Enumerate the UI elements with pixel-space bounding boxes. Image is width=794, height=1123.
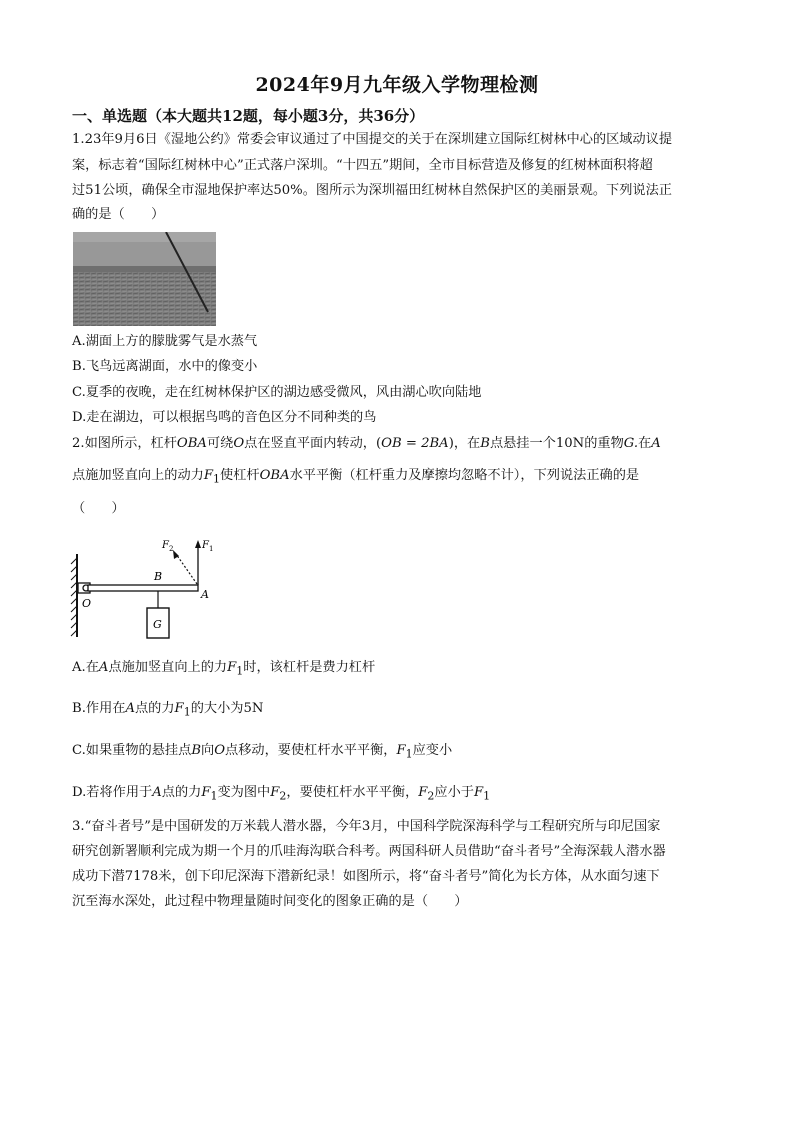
q2-option-b: B.作用在A点的力$F_1$的大小为5N: [72, 701, 264, 719]
q3-line-1: 3.“奋斗者号”是中国研发的万米载人潜水器，今年3月，中国科学院深海科学与工程研究所与印尼国家: [72, 819, 661, 834]
q1-option-d: D.走在湖边，可以根据鸟鸣的音色区分不同种类的鸟: [72, 410, 377, 425]
mangrove-photo: [73, 232, 216, 326]
label-f2-sub: 2: [169, 545, 174, 553]
q1-line-3: 过51公顷，确保全市湿地保护率达50%。图所示为深圳福田红树林自然保护区的美丽景观。下列说法正: [72, 183, 672, 198]
q2-option-c: C.如果重物的悬挂点B向O点移动，要使杠杆水平平衡，$F_1$应变小: [72, 743, 453, 761]
q1-option-a: A.湖面上方的朦胧雾气是水蒸气: [72, 334, 258, 349]
label-g: G: [153, 618, 162, 631]
label-f1: F: [202, 540, 209, 551]
q2-line-2: 点施加竖直向上的动力$F_1$使杠杆OBA水平平衡（杠杆重力及摩擦均忽略不计），下列说法正确的是: [72, 468, 640, 486]
section-heading: 一、单选题（本大题共12题，每小题3分，共36分）: [72, 107, 425, 125]
label-f2: F: [162, 540, 169, 551]
label-b: B: [154, 570, 163, 583]
label-a: A: [201, 588, 209, 601]
q3-line-2: 研究创新署顺利完成为期一个月的爪哇海沟联合科考。两国科研人员借助“奋斗者号”全海深载人潜水器: [72, 844, 666, 859]
q2-line-3: （ ）: [72, 501, 125, 516]
q1-option-c: C.夏季的夜晚，走在红树林保护区的湖边感受微风，风由湖心吹向陆地: [72, 385, 482, 400]
page-title: 2024年9月九年级入学物理检测: [255, 74, 539, 96]
lever-ratio-equation: OB = 2BA: [381, 436, 449, 451]
q1-line-2: 案，标志着“国际红树林中心”正式落户深圳。“十四五”期间，全市目标营造及修复的红树林面积将超: [72, 158, 653, 173]
q2-option-d: D.若将作用于A点的力$F_1$变为图中$F_2$，要使杠杆水平平衡，$F_2$应小于$F_1$: [72, 785, 491, 803]
q3-line-4: 沉至海水深处，此过程中物理量随时间变化的图象正确的是（ ）: [72, 894, 468, 909]
lever-diagram: [68, 532, 238, 644]
q3-line-3: 成功下潜7178米，创下印尼深海下潜新纪录！如图所示，将“奋斗者号”简化为长方体，从水面匀速下: [72, 869, 660, 884]
q1-option-b: B.飞鸟远离湖面，水中的像变小: [72, 359, 258, 374]
q2-option-a: A.在A点施加竖直向上的力$F_1$时，该杠杆是费力杠杆: [72, 660, 376, 678]
q2-line-1: 2.如图所示，杠杆OBA可绕O点在竖直平面内转动，(OB = 2BA)，在B点悬挂一个10N的重物G.在A: [72, 436, 661, 451]
label-o: O: [82, 597, 92, 610]
label-f1-sub: 1: [209, 545, 214, 553]
q1-line-4: 确的是（ ）: [72, 207, 165, 222]
q1-line-1: 1.23年9月6日《湿地公约》常委会审议通过了中国提交的关于在深圳建立国际红树林中心的区域动议提: [72, 132, 673, 147]
